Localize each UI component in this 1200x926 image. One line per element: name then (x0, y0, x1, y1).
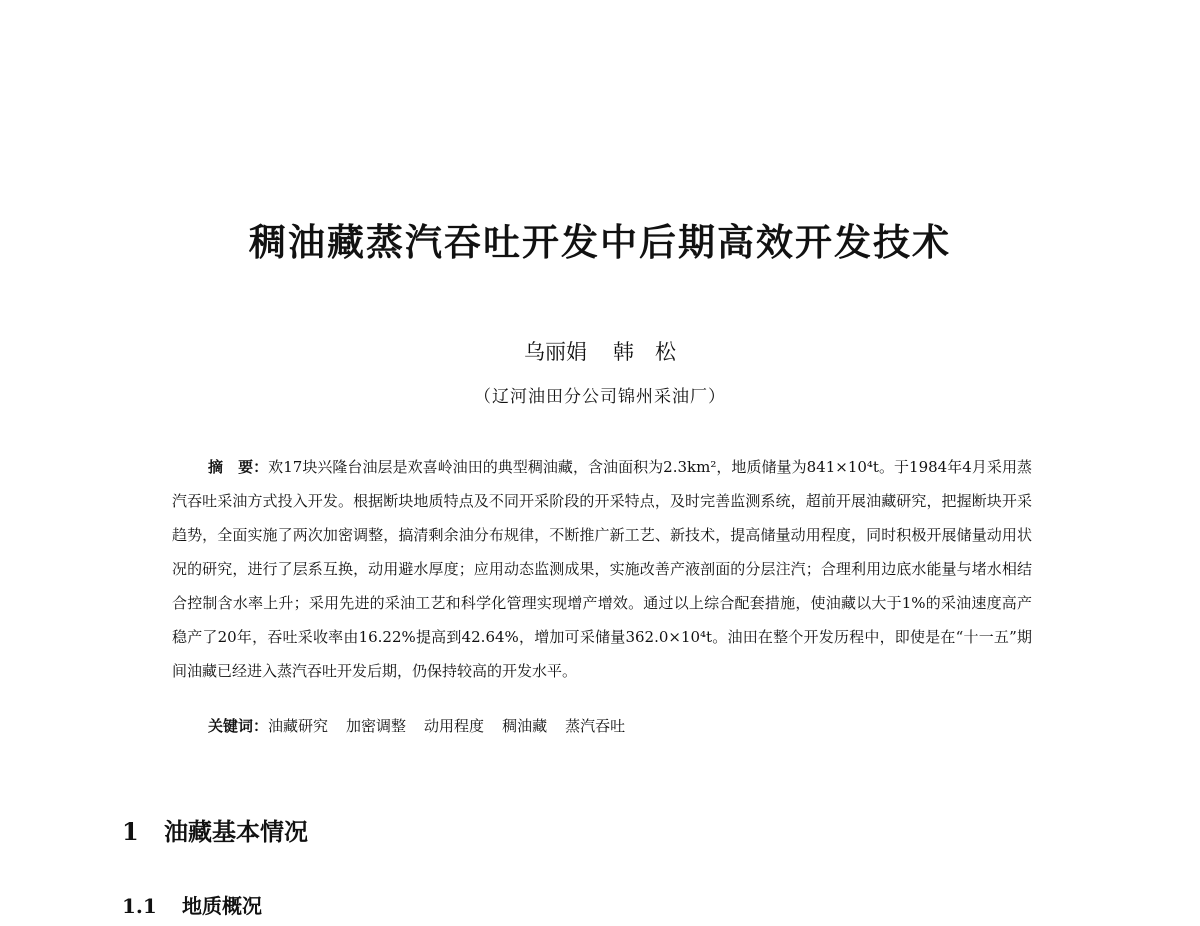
section-heading (122, 810, 308, 854)
author-affiliation: （辽河油田分公司锦州采油厂） (474, 387, 726, 407)
subsection-title: 地质概况 (182, 894, 262, 918)
keyword: 油藏研究 (268, 717, 329, 735)
keyword: 动用程度 (424, 717, 485, 735)
keyword: 加密调整 (346, 717, 407, 735)
abstract-text: 欢17块兴隆台油层是欢喜岭油田的典型稠油藏，含油面积为2.3km²，地质储量为841×10⁴t。于1984年4月采用蒸汽吞吐采油方式投入开发。根据断块地质特点及不同开采阶段的开采特点，及时完善监测系统，超前开展油藏研究，把握断块开采趋势，全面实施了两次加密调整，搞清剩余油分布规律，不断推广新工艺、新技术，提高储量动用程度，同时积极开展储量动用状况的研究，进行了层系互换，动用避水厚度；应用动态监测成果，实施改善产液剖面的分层注汽；合理利用边底水能量与堵水相结合控制含水率上升；采用先进的采油工艺和科学化管理实现增产增效。通过以上综合配套措施，使油藏以大于1%的采油速度高产稳产了20年，吞吐采收率由16.22%提高到42.64%，增加可采储量362.0×10⁴t。油田在整个开发历程中，即使是在“十一五”期间油藏已经进入蒸汽吞吐开发后期，仍保持较高的开发水平。 (172, 458, 1032, 680)
keywords-label: 关键词： (208, 717, 269, 735)
paper-title: 稠油藏蒸汽吞吐开发中后期高效开发技术 (249, 221, 951, 264)
author-name: 乌丽娟 (524, 340, 587, 364)
subsection-heading (122, 886, 262, 926)
subsection-number: 1.1 (122, 894, 157, 918)
keyword: 蒸汽吞吐 (565, 717, 626, 735)
keywords (208, 709, 643, 743)
abstract (172, 450, 1032, 688)
section-number: 1 (122, 817, 139, 846)
section-title: 油藏基本情况 (164, 817, 308, 846)
keyword: 稠油藏 (502, 717, 548, 735)
author-name: 韩 松 (613, 340, 676, 364)
author-list (0, 334, 1200, 370)
abstract-label: 摘 要： (208, 458, 269, 476)
